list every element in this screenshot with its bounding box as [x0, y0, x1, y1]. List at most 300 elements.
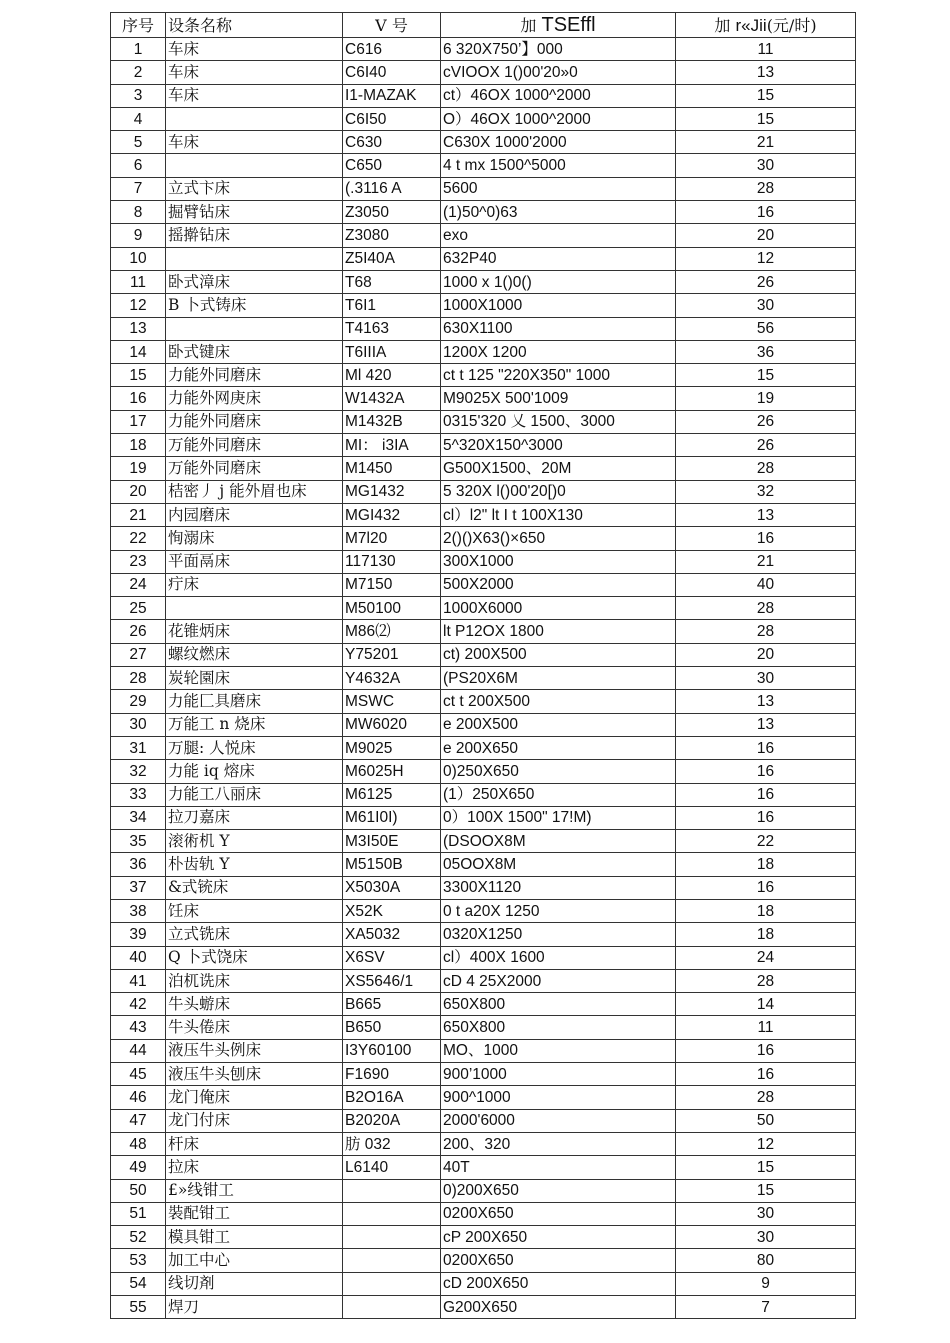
row-model: M7150	[343, 573, 441, 596]
table-row	[111, 434, 856, 457]
row-spec: 0)200X650	[441, 1179, 676, 1202]
row-model: M3I50E	[343, 830, 441, 853]
row-equipment-name: 饪床	[166, 899, 343, 922]
table-row	[111, 806, 856, 829]
row-equipment-name: 螺纹燃床	[166, 643, 343, 666]
row-no: 6	[111, 154, 166, 177]
table-row	[111, 1156, 856, 1179]
row-price: 16	[676, 806, 856, 829]
row-price: 18	[676, 853, 856, 876]
row-spec: 650X800	[441, 1016, 676, 1039]
table-row	[111, 387, 856, 410]
row-model	[343, 1249, 441, 1272]
row-model: C630	[343, 131, 441, 154]
row-price: 26	[676, 410, 856, 433]
row-spec: (PS20X6M	[441, 667, 676, 690]
row-spec: cP 200X650	[441, 1226, 676, 1249]
row-price: 20	[676, 224, 856, 247]
table-row	[111, 270, 856, 293]
row-price: 26	[676, 270, 856, 293]
table-row	[111, 1226, 856, 1249]
table-row	[111, 573, 856, 596]
row-model: 肪 032	[343, 1132, 441, 1155]
table-row	[111, 317, 856, 340]
row-price: 32	[676, 480, 856, 503]
row-price: 22	[676, 830, 856, 853]
table-row	[111, 876, 856, 899]
row-equipment-name: 线切剤	[166, 1272, 343, 1295]
row-equipment-name: 杆床	[166, 1132, 343, 1155]
row-spec: 40T	[441, 1156, 676, 1179]
row-equipment-name: 力能外同磨床	[166, 410, 343, 433]
header-price-mid: r«Jii	[735, 15, 767, 35]
row-no: 10	[111, 247, 166, 270]
row-model: MSWC	[343, 690, 441, 713]
table-row	[111, 1296, 856, 1319]
row-no: 45	[111, 1063, 166, 1086]
row-price: 16	[676, 201, 856, 224]
table-body	[111, 38, 856, 1319]
row-no: 8	[111, 201, 166, 224]
row-equipment-name: 万能工 n 烧床	[166, 713, 343, 736]
row-model	[343, 1202, 441, 1225]
row-model: B665	[343, 993, 441, 1016]
row-model: Z3080	[343, 224, 441, 247]
row-spec: 2000'6000	[441, 1109, 676, 1132]
table-row	[111, 107, 856, 130]
row-equipment-name: 车床	[166, 84, 343, 107]
table-row	[111, 667, 856, 690]
table-row	[111, 154, 856, 177]
row-price: 21	[676, 550, 856, 573]
row-price: 15	[676, 107, 856, 130]
table-row	[111, 1109, 856, 1132]
row-model: M61I0I)	[343, 806, 441, 829]
table-row	[111, 247, 856, 270]
row-price: 12	[676, 247, 856, 270]
row-no: 31	[111, 736, 166, 759]
row-no: 39	[111, 923, 166, 946]
row-model: W1432A	[343, 387, 441, 410]
row-equipment-name: 朴齿轨 Y	[166, 853, 343, 876]
header-model: V 号	[343, 13, 441, 38]
row-equipment-name: Q 卜式饶床	[166, 946, 343, 969]
row-equipment-name: 液压牛头例床	[166, 1039, 343, 1062]
row-spec: ct t 200X500	[441, 690, 676, 713]
row-no: 25	[111, 597, 166, 620]
row-price: 16	[676, 783, 856, 806]
row-no: 11	[111, 270, 166, 293]
row-model: MGI432	[343, 503, 441, 526]
row-spec: 0200X650	[441, 1202, 676, 1225]
row-no: 7	[111, 177, 166, 200]
table-row	[111, 550, 856, 573]
row-spec: 500X2000	[441, 573, 676, 596]
row-price: 11	[676, 1016, 856, 1039]
row-no: 3	[111, 84, 166, 107]
row-spec: MO、1000	[441, 1039, 676, 1062]
row-price: 13	[676, 690, 856, 713]
row-no: 43	[111, 1016, 166, 1039]
row-model: Y75201	[343, 643, 441, 666]
row-price: 16	[676, 527, 856, 550]
row-no: 9	[111, 224, 166, 247]
row-spec: 2()()X63()×650	[441, 527, 676, 550]
row-no: 37	[111, 876, 166, 899]
row-no: 47	[111, 1109, 166, 1132]
row-no: 12	[111, 294, 166, 317]
row-price: 19	[676, 387, 856, 410]
row-equipment-name: 焊刀	[166, 1296, 343, 1319]
equipment-price-table	[110, 12, 856, 1319]
row-model	[343, 1272, 441, 1295]
row-price: 30	[676, 154, 856, 177]
row-spec: ct）46OX 1000^2000	[441, 84, 676, 107]
header-spec-suffix: TSEffl	[541, 13, 596, 36]
table-row	[111, 690, 856, 713]
row-model: F1690	[343, 1063, 441, 1086]
row-equipment-name: 龙门付床	[166, 1109, 343, 1132]
row-model: MI： i3IA	[343, 434, 441, 457]
table-row	[111, 760, 856, 783]
row-equipment-name: 滚術机 Y	[166, 830, 343, 853]
row-spec: cD 4 25X2000	[441, 969, 676, 992]
row-no: 5	[111, 131, 166, 154]
row-model: M5150B	[343, 853, 441, 876]
row-equipment-name: 车床	[166, 38, 343, 61]
table-row	[111, 1202, 856, 1225]
table-row	[111, 131, 856, 154]
row-price: 15	[676, 364, 856, 387]
row-spec: ct t 125 "220X350" 1000	[441, 364, 676, 387]
row-model: X52K	[343, 899, 441, 922]
row-model: Ml 420	[343, 364, 441, 387]
row-spec: exo	[441, 224, 676, 247]
row-model: XS5646/1	[343, 969, 441, 992]
row-no: 14	[111, 340, 166, 363]
table-row	[111, 1179, 856, 1202]
row-no: 4	[111, 107, 166, 130]
row-model: M86⑵	[343, 620, 441, 643]
row-spec: e 200X500	[441, 713, 676, 736]
row-no: 17	[111, 410, 166, 433]
table-row	[111, 84, 856, 107]
row-spec: 0315'320 乂 1500、3000	[441, 410, 676, 433]
row-model	[343, 1226, 441, 1249]
row-no: 30	[111, 713, 166, 736]
table-row	[111, 1063, 856, 1086]
row-spec: 630X1100	[441, 317, 676, 340]
row-no: 13	[111, 317, 166, 340]
table-row	[111, 969, 856, 992]
row-price: 80	[676, 1249, 856, 1272]
row-spec: 900^1000	[441, 1086, 676, 1109]
row-equipment-name: 内园磨床	[166, 503, 343, 526]
row-model: XA5032	[343, 923, 441, 946]
table-row	[111, 783, 856, 806]
row-spec: (DSOOX8M	[441, 830, 676, 853]
header-name: 设条名称	[166, 13, 343, 38]
table-row	[111, 177, 856, 200]
row-spec: O）46OX 1000^2000	[441, 107, 676, 130]
table-row	[111, 294, 856, 317]
row-no: 42	[111, 993, 166, 1016]
row-model: T4163	[343, 317, 441, 340]
row-spec: cD 200X650	[441, 1272, 676, 1295]
row-equipment-name: 龙门俺床	[166, 1086, 343, 1109]
row-no: 22	[111, 527, 166, 550]
row-no: 20	[111, 480, 166, 503]
row-no: 38	[111, 899, 166, 922]
row-no: 15	[111, 364, 166, 387]
row-spec: 4 t mx 1500^5000	[441, 154, 676, 177]
row-model	[343, 1296, 441, 1319]
row-no: 21	[111, 503, 166, 526]
row-price: 16	[676, 1063, 856, 1086]
row-price: 16	[676, 876, 856, 899]
row-equipment-name	[166, 107, 343, 130]
row-no: 23	[111, 550, 166, 573]
row-no: 53	[111, 1249, 166, 1272]
row-price: 40	[676, 573, 856, 596]
row-model: C650	[343, 154, 441, 177]
row-spec: 5600	[441, 177, 676, 200]
row-equipment-name: 万能外同磨床	[166, 434, 343, 457]
row-equipment-name	[166, 154, 343, 177]
row-model: M1432B	[343, 410, 441, 433]
row-no: 34	[111, 806, 166, 829]
row-no: 48	[111, 1132, 166, 1155]
row-price: 30	[676, 667, 856, 690]
table-row	[111, 340, 856, 363]
row-price: 13	[676, 61, 856, 84]
row-no: 1	[111, 38, 166, 61]
table-row	[111, 201, 856, 224]
table-row	[111, 899, 856, 922]
row-price: 26	[676, 434, 856, 457]
row-spec: 1000X6000	[441, 597, 676, 620]
row-equipment-name: &式铳床	[166, 876, 343, 899]
row-spec: 0 t a20X 1250	[441, 899, 676, 922]
row-spec: 1000 x 1()0()	[441, 270, 676, 293]
row-equipment-name: 泊杌诜床	[166, 969, 343, 992]
row-spec: 05OOX8M	[441, 853, 676, 876]
row-price: 14	[676, 993, 856, 1016]
row-no: 27	[111, 643, 166, 666]
row-spec: 632P40	[441, 247, 676, 270]
row-no: 18	[111, 434, 166, 457]
row-model: B2020A	[343, 1109, 441, 1132]
row-model: T6IIIA	[343, 340, 441, 363]
row-equipment-name: 万腿: 人悦床	[166, 736, 343, 759]
row-spec: 0）100X 1500" 17!M)	[441, 806, 676, 829]
row-no: 19	[111, 457, 166, 480]
row-spec: 3300X1120	[441, 876, 676, 899]
row-spec: cl）l2" lt I t 100X130	[441, 503, 676, 526]
table-row	[111, 527, 856, 550]
row-price: 30	[676, 1226, 856, 1249]
row-no: 41	[111, 969, 166, 992]
row-equipment-name: 力能外同磨床	[166, 364, 343, 387]
row-no: 49	[111, 1156, 166, 1179]
row-price: 13	[676, 713, 856, 736]
row-model	[343, 1179, 441, 1202]
table-row	[111, 410, 856, 433]
row-no: 46	[111, 1086, 166, 1109]
header-row	[111, 13, 856, 38]
row-model: C6I50	[343, 107, 441, 130]
table-row	[111, 61, 856, 84]
row-spec: 300X1000	[441, 550, 676, 573]
row-price: 18	[676, 899, 856, 922]
row-price: 20	[676, 643, 856, 666]
row-equipment-name: 裝配钳工	[166, 1202, 343, 1225]
row-price: 28	[676, 620, 856, 643]
row-price: 28	[676, 969, 856, 992]
row-model: M1450	[343, 457, 441, 480]
row-equipment-name	[166, 317, 343, 340]
table-row	[111, 503, 856, 526]
header-price-prefix: 加	[714, 15, 731, 35]
row-price: 56	[676, 317, 856, 340]
row-spec: ct) 200X500	[441, 643, 676, 666]
row-spec: M9025X 500'1009	[441, 387, 676, 410]
row-spec: 1200X 1200	[441, 340, 676, 363]
row-spec: cl）400X 1600	[441, 946, 676, 969]
row-spec: 6 320X750’】000	[441, 38, 676, 61]
row-no: 16	[111, 387, 166, 410]
row-price: 21	[676, 131, 856, 154]
row-no: 29	[111, 690, 166, 713]
row-price: 30	[676, 1202, 856, 1225]
row-no: 52	[111, 1226, 166, 1249]
row-spec: 5^320X150^3000	[441, 434, 676, 457]
row-model: X6SV	[343, 946, 441, 969]
header-price-suffix: (元/时)	[766, 15, 817, 35]
row-spec: cVIOOX 1()00'20»0	[441, 61, 676, 84]
table-row	[111, 1249, 856, 1272]
row-model: I3Y60100	[343, 1039, 441, 1062]
row-model: Y4632A	[343, 667, 441, 690]
row-spec: 0)250X650	[441, 760, 676, 783]
row-spec: (1)50^0)63	[441, 201, 676, 224]
row-no: 40	[111, 946, 166, 969]
table-row	[111, 993, 856, 1016]
row-model: M7l20	[343, 527, 441, 550]
table-row	[111, 713, 856, 736]
table-row	[111, 1016, 856, 1039]
row-spec: 650X800	[441, 993, 676, 1016]
row-equipment-name: 万能外同磨床	[166, 457, 343, 480]
row-equipment-name: 掘臂钻床	[166, 201, 343, 224]
row-price: 15	[676, 84, 856, 107]
row-equipment-name: 牛头倦床	[166, 1016, 343, 1039]
row-equipment-name: 模具钳工	[166, 1226, 343, 1249]
row-price: 28	[676, 177, 856, 200]
row-model: C616	[343, 38, 441, 61]
row-price: 9	[676, 1272, 856, 1295]
row-model: 117130	[343, 550, 441, 573]
header-spec-prefix: 加	[520, 15, 537, 35]
row-price: 16	[676, 760, 856, 783]
row-spec: G200X650	[441, 1296, 676, 1319]
table-row	[111, 1086, 856, 1109]
table-row	[111, 620, 856, 643]
row-equipment-name: 卧式键床	[166, 340, 343, 363]
row-no: 51	[111, 1202, 166, 1225]
header-spec	[441, 13, 676, 38]
row-model: T68	[343, 270, 441, 293]
table-row	[111, 597, 856, 620]
row-equipment-name: 拉床	[166, 1156, 343, 1179]
row-model: MW6020	[343, 713, 441, 736]
row-model: X5030A	[343, 876, 441, 899]
row-equipment-name: £»线钳工	[166, 1179, 343, 1202]
row-spec: (1）250X650	[441, 783, 676, 806]
row-spec: G500X1500、20M	[441, 457, 676, 480]
row-spec: 900’1000	[441, 1063, 676, 1086]
row-equipment-name: 拉刀嘉床	[166, 806, 343, 829]
row-no: 44	[111, 1039, 166, 1062]
row-spec: 5 320X l()00'20[)0	[441, 480, 676, 503]
row-equipment-name: 卧式漳床	[166, 270, 343, 293]
table-row	[111, 364, 856, 387]
row-price: 18	[676, 923, 856, 946]
row-equipment-name: 车床	[166, 61, 343, 84]
row-equipment-name: 桔密丿 j 能外眉也床	[166, 480, 343, 503]
row-price: 50	[676, 1109, 856, 1132]
table-row	[111, 736, 856, 759]
header-no: 序号	[111, 13, 166, 38]
row-price: 16	[676, 1039, 856, 1062]
row-equipment-name: 力能工八丽床	[166, 783, 343, 806]
table-row	[111, 480, 856, 503]
row-price: 15	[676, 1179, 856, 1202]
row-no: 32	[111, 760, 166, 783]
row-model: B650	[343, 1016, 441, 1039]
row-no: 24	[111, 573, 166, 596]
row-price: 13	[676, 503, 856, 526]
row-price: 30	[676, 294, 856, 317]
row-equipment-name: 加工中心	[166, 1249, 343, 1272]
row-equipment-name: 力能 iq 熔床	[166, 760, 343, 783]
row-no: 50	[111, 1179, 166, 1202]
table-row	[111, 1039, 856, 1062]
row-equipment-name: 车床	[166, 131, 343, 154]
row-model: (.3116 A	[343, 177, 441, 200]
row-equipment-name	[166, 247, 343, 270]
table-row	[111, 946, 856, 969]
row-price: 28	[676, 457, 856, 480]
row-price: 24	[676, 946, 856, 969]
row-equipment-name: 疔床	[166, 573, 343, 596]
row-price: 7	[676, 1296, 856, 1319]
row-model: Z5I40A	[343, 247, 441, 270]
header-price	[676, 13, 856, 38]
table-row	[111, 224, 856, 247]
row-spec: 200、320	[441, 1132, 676, 1155]
row-price: 28	[676, 1086, 856, 1109]
table-row	[111, 853, 856, 876]
row-equipment-name: 立式卞床	[166, 177, 343, 200]
row-no: 35	[111, 830, 166, 853]
row-model: M6125	[343, 783, 441, 806]
row-model: L6140	[343, 1156, 441, 1179]
row-equipment-name: 力能外网庚床	[166, 387, 343, 410]
row-price: 12	[676, 1132, 856, 1155]
row-price: 16	[676, 736, 856, 759]
row-equipment-name	[166, 597, 343, 620]
